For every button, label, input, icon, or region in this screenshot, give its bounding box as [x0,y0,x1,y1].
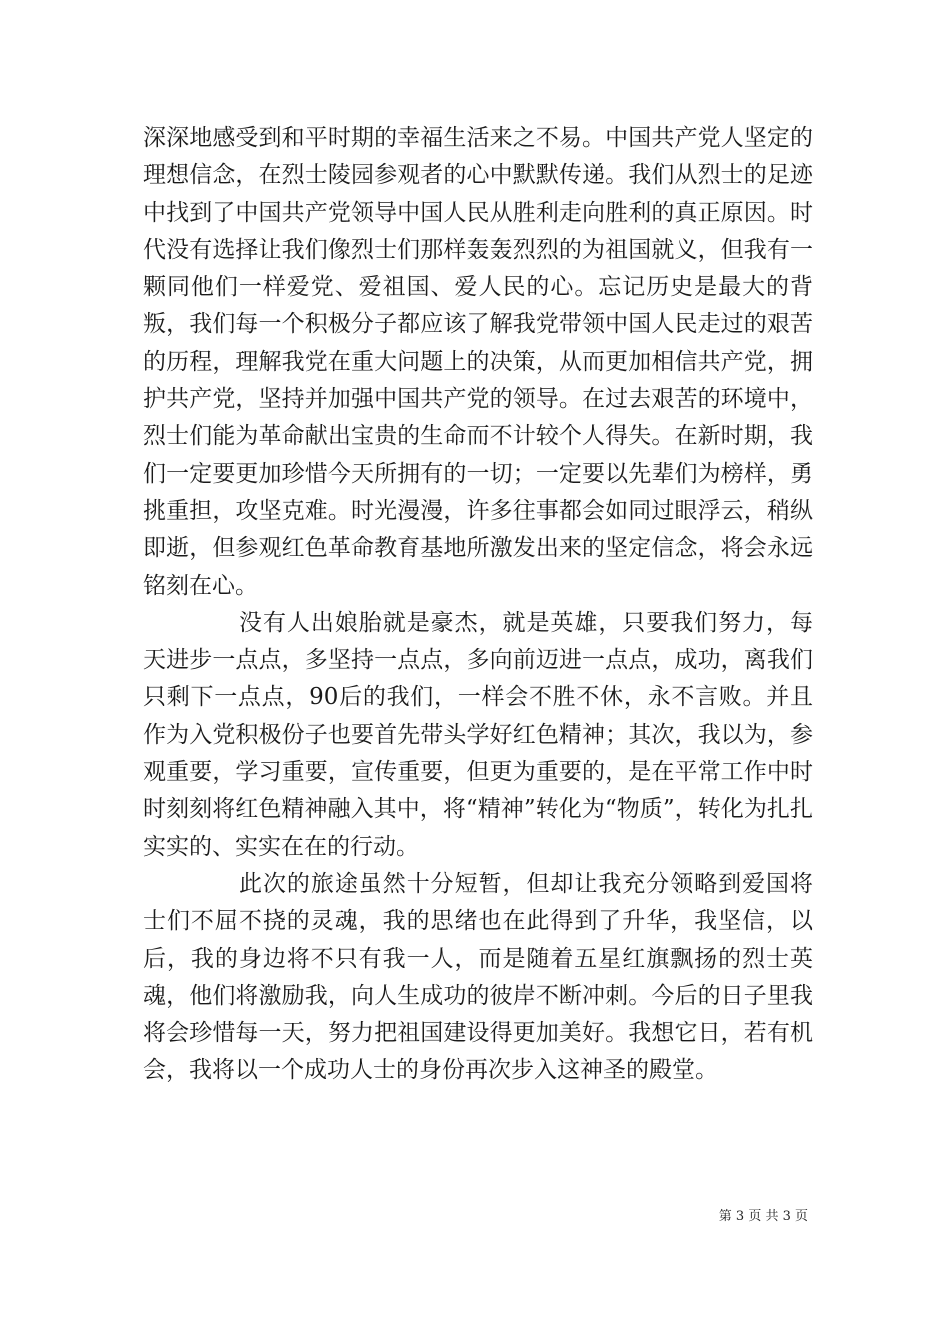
document-body [143,120,813,1090]
paragraph-continued: 深深地感受到和平时期的幸福生活来之不易。中国共产党人坚定的理想信念，在烈士陵园参观者的心中默默传递。我们从烈士的足迹中找到了中国共产党领导中国人民从胜利走向胜利的真正原因。时代没有选择让我们像烈士们那样轰轰烈烈的为祖国就义，但我有一颗同他们一样爱党、爱祖国、爱人民的心。忘记历史是最大的背叛，我们每一个积极分子都应该了解我党带领中国人民走过的艰苦的历程，理解我党在重大问题上的决策，从而更加相信共产党，拥护共产党，坚持并加强中国共产党的领导。在过去艰苦的环境中，烈士们能为革命献出宝贵的生命而不计较个人得失。在新时期，我们一定要更加珍惜今天所拥有的一切；一定要以先辈们为榜样，勇挑重担，攻坚克难。时光漫漫，许多往事都会如同过眼浮云，稍纵即逝，但参观红色革命教育基地所激发出来的坚定信念，将会永远铭刻在心。 [143,125,813,599]
paragraph: 此次的旅途虽然十分短暂，但却让我充分领略到爱国将士们不屈不挠的灵魂，我的思绪也在此得到了升华，我坚信，以后，我的身边将不只有我一人，而是随着五星红旗飘扬的烈士英魂，他们将激励我，向人生成功的彼岸不断冲刺。今后的日子里我将会珍惜每一天，努力把祖国建设得更加美好。我想它日，若有机会，我将以一个成功人士的身份再次步入这神圣的殿堂。 [143,870,813,1084]
page-number: 第 3 页 共 3 页 [718,1209,808,1224]
paragraph: 没有人出娘胎就是豪杰，就是英雄，只要我们努力，每天进步一点点，多坚持一点点，多向前迈进一点点，成功，离我们只剩下一点点，90后的我们，一样会不胜不休，永不言败。并且作为入党积极份子也要首先带头学好红色精神；其次，我以为，参观重要，学习重要，宣传重要，但更为重要的，是在平常工作中时时刻刻将红色精神融入其中，将“精神”转化为“物质”，转化为扎扎实实的、实实在在的行动。 [143,609,813,860]
